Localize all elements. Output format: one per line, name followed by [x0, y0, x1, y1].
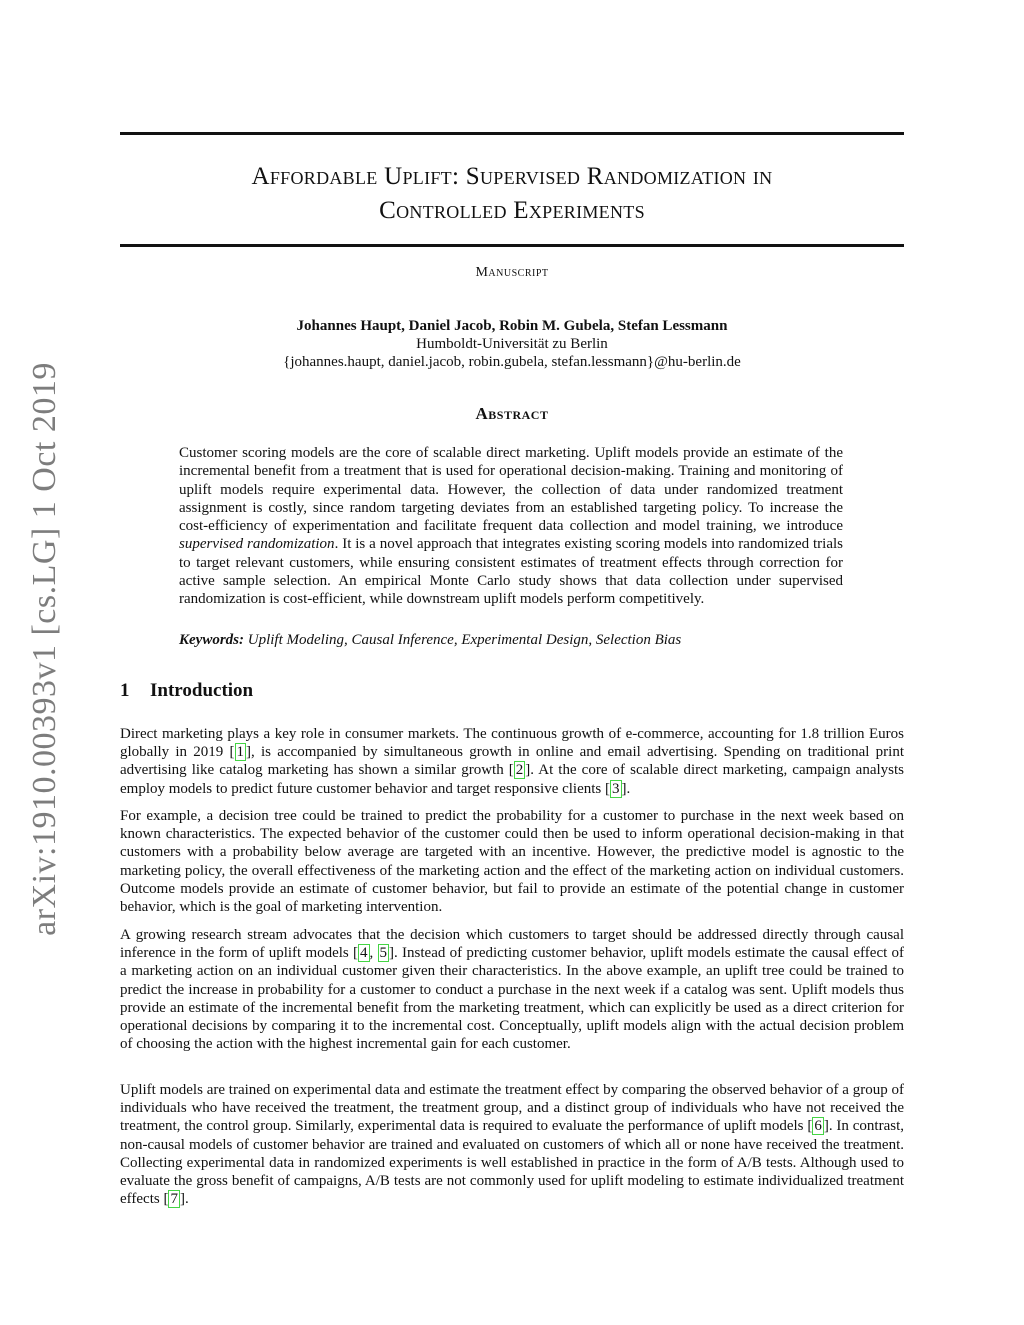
abstract-emphasis: supervised randomization: [179, 536, 335, 553]
abstract-text: [179, 444, 843, 609]
manuscript-label: Manuscript: [475, 265, 549, 280]
p4-text-b: ]. In contrast, non-causal models of customer behavior are trained and evaluated on customers of which all or none have received the treatment. Collecting experimental data in randomized experiments is well established in practice in the form of A/B tests. Although used to evaluate the gross benefit of campaigns, A/B tests are not commonly used for uplift modeling to estimate individualized treatment effects [: [120, 1118, 904, 1208]
section-number: 1: [120, 680, 130, 701]
intro-paragraph-3: [120, 926, 904, 1053]
intro-paragraph-4: [120, 1081, 904, 1208]
citation-link[interactable]: 5: [379, 945, 388, 962]
p3-text-b: ]. Instead of predicting customer behavior, uplift models estimate the causal effect of a marketing action on an individual customer given their characteristics. In the above example, an uplift tree could be trained to predict the increase in probability for a customer to conduct a purchase in the next week if a catalog was sent. Uplift models thus provide an estimate of the incremental benefit from the marketing treatment, which can explicitly be used as a direct criterion for operational decisions by comparing it to the incremental cost. Conceptually, uplift models align with the actual decision problem of choosing the action with the highest incremental gain for each customer.: [120, 945, 905, 1053]
keywords-label: Keywords:: [179, 632, 244, 648]
intro-paragraph-2: For example, a decision tree could be trained to predict the probability for a customer to purchase in the next week based on known characteristics. The expected behavior of the customer could then be used to inform operational decision-making in that customers with a probability below average are targeted with an incentive. However, the predictive model is agnostic to the marketing policy, the overall effectiveness of the marketing action and the effect of the marketing action on individual customers. Outcome models provide an estimate of customer behavior, but fail to provide an estimate of the potential change in customer behavior, which is the goal of marketing intervention.: [120, 808, 904, 916]
author-block: [120, 317, 904, 371]
title-line-2: Controlled Experiments: [379, 197, 645, 224]
paper-title: [120, 160, 904, 228]
arxiv-sidebar-stamp: [22, 364, 68, 934]
citation-link[interactable]: 3: [612, 780, 620, 797]
intro-paragraph-1: [120, 725, 904, 798]
title-line-1: Affordable Uplift: Supervised Randomization in: [251, 163, 773, 190]
author-emails: {johannes.haupt, daniel.jacob, robin.gubela, stefan.lessmann}@hu-berlin.de: [283, 354, 741, 370]
abstract-text-part2: . It is a novel approach that integrates existing scoring models into randomized trials to target relevant customers, while ensuring consistent estimates of treatment effects through correction for active sample selection. An empirical Monte Carlo study shows that data collection under supervised randomization is cost-efficient, while downstream uplift models perform competitively.: [179, 536, 843, 608]
abstract-text-part1: Customer scoring models are the core of scalable direct marketing. Uplift models provide an estimate of the incremental benefit from a treatment that is used for operational decision-making. Training and monitoring of uplift models require experimental data. However, the collection of data under randomized treatment assignment is costly, since random targeting deviates from an established targeting policy. To increase the cost-efficiency of experimentation and facilitate frequent data collection and model training, we introduce: [179, 445, 843, 535]
author-affiliation: Humboldt-Universität zu Berlin: [416, 336, 608, 352]
section-heading: [120, 680, 253, 702]
author-names: Johannes Haupt, Daniel Jacob, Robin M. Gubela, Stefan Lessmann: [296, 318, 728, 334]
p1-text-d: ].: [621, 780, 631, 797]
p4-text-a: Uplift models are trained on experimental data and estimate the treatment effect by comparing the observed behavior of a group of individuals who have received the treatment, the treatment group, and a distinct group of individuals who have not received the treatment, the control group. Similarly, experimental data is required to evaluate the performance of uplift models [: [120, 1082, 904, 1135]
title-top-rule: [120, 132, 904, 135]
citation-link[interactable]: 4: [360, 945, 368, 962]
title-bottom-rule: [120, 244, 904, 247]
section-title: Introduction: [150, 680, 254, 701]
abstract-heading: Abstract: [475, 404, 549, 423]
arxiv-identifier: arXiv:1910.00393v1 [cs.LG] 1 Oct 2019: [26, 362, 63, 936]
citation-link[interactable]: 1: [236, 744, 245, 761]
p1-text-c: ]. At the core of scalable direct marketing, campaign analysts employ models to predict future customer behavior and target responsive clients [: [120, 762, 904, 797]
citation-link[interactable]: 2: [515, 762, 524, 779]
p4-text-c: ].: [179, 1191, 189, 1208]
p3-citation-separator: ,: [369, 945, 378, 962]
citation-link[interactable]: 7: [170, 1191, 178, 1208]
p1-text-a: Direct marketing plays a key role in consumer markets. The continuous growth of e-commerce, accounting for 1.8 trillion Euros globally in 2019 [: [120, 726, 904, 761]
p1-text-b: ], is accompanied by simultaneous growth in online and email advertising. Spending on traditional print advertising like catalog marketing has shown a similar growth [: [120, 744, 904, 779]
citation-link[interactable]: 6: [814, 1118, 822, 1135]
keywords-line: [179, 632, 843, 649]
keywords-list: Uplift Modeling, Causal Inference, Experimental Design, Selection Bias: [247, 632, 682, 648]
p3-text-a: A growing research stream advocates that the decision which customers to target should be addressed directly through causal inference in the form of uplift models [: [120, 927, 904, 962]
